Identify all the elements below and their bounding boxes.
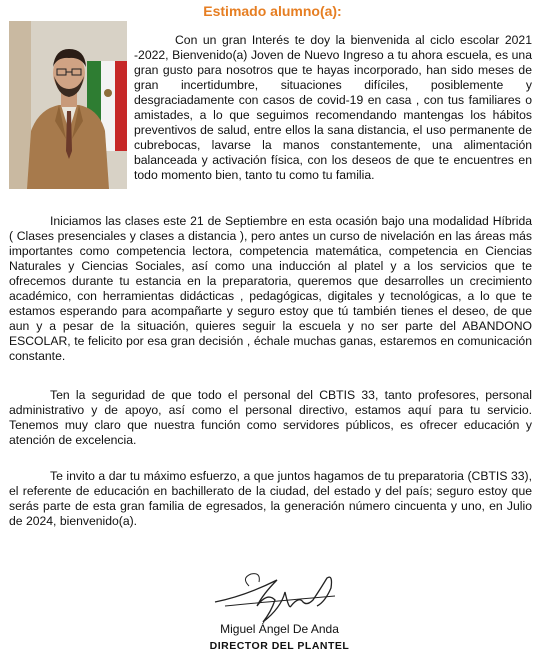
signature-title: DIRECTOR DEL PLANTEL	[209, 640, 350, 652]
signature-name: Miguel Ángel De Anda	[220, 622, 339, 636]
letter-greeting: Estimado alumno(a):	[203, 3, 342, 19]
paragraph-staff: Ten la seguridad de que todo el personal del CBTIS 33, tanto profesores, personal administrativo y de apoyo, así como el personal directivo, estamos aquí para tu servicio. Tenemos muy claro que nuestra función como servidores públicos, es ofrecer educación y atención de excelencia.	[9, 388, 532, 448]
signature-icon	[205, 566, 345, 628]
paragraph-classes: Iniciamos las clases este 21 de Septiembre en esta ocasión bajo una modalidad Híbrida ( Clases presenciales y clases a distancia ), pero antes un curso de nivelación en las áreas más importantes como competencia lectora, competencia matemática, competencia en Ciencias Naturales y Ciencias Sociales, así como una inducción al platel y a los servicios que te ofrecemos durante tu estancia en la preparatoria, queremos que desarrolles un crecimiento académico, con herramientas didácticas , pedagógicas, digitales y tecnológicas, a lo que te estamos esperando para acompañarte y seguro estoy que tú también tienes el deseo, de que aun y a pesar de la situación, quieres seguir la escuela y no ser parte del ABANDONO ESCOLAR, te felicito por esa gran decisión , échale muchas ganas, estaremos en comunicación constante.	[9, 214, 532, 364]
paragraph-welcome: Con un gran Interés te doy la bienvenida al ciclo escolar 2021 -2022, Bienvenido(a) Joven de Nuevo Ingreso a tu ahora escuela, es una gran gusto para nosotros que te hayas incorporado, han sido meses de gran incertidumbre, situaciones difíciles, posiblemente y desgraciadamente con casos de covid-19 en casa , con tus familiares o amistades, a lo que seguimos recomendando mantengas los hábitos preventivos de salud, entre ellos la sana distancia, el uso permanente de cubrebocas, lavarse la manos constantemente, una alimentación balanceada y activación física, con los deseos de que te encuentres en todo momento bien, tanto tu como tu familia.	[134, 33, 532, 183]
director-photo	[9, 21, 127, 189]
paragraph-invitation: Te invito a dar tu máximo esfuerzo, a que juntos hagamos de tu preparatoria (CBTIS 33), el referente de educación en bachillerato de la ciudad, del estado y del país; seguro estoy que serás parte de esta gran familia de egresados, la generación número cincuenta y uno, en Julio de 2024, bienvenido(a).	[9, 469, 532, 529]
